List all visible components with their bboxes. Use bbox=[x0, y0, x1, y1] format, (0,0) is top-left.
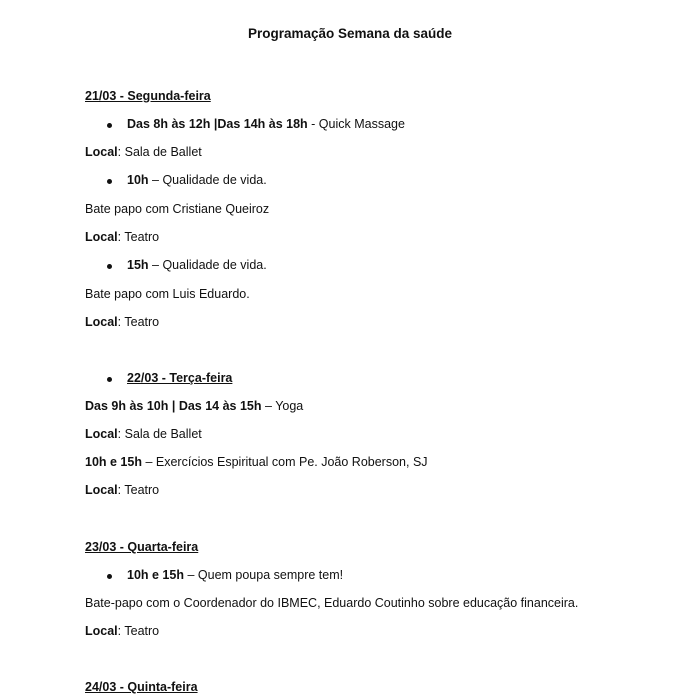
schedule-item: Das 8h às 12h |Das 14h às 18h - Quick Massage bbox=[127, 117, 405, 131]
location-line: Local: Teatro bbox=[85, 315, 160, 329]
location-line: Local: Teatro bbox=[85, 624, 160, 638]
description-line: Bate papo com Cristiane Queiroz bbox=[85, 202, 270, 216]
day-heading-monday: 21/03 - Segunda-feira bbox=[85, 89, 211, 103]
bullet-icon bbox=[107, 179, 112, 184]
day-heading-tuesday: 22/03 - Terça-feira bbox=[127, 371, 233, 385]
location-line: Local: Teatro bbox=[85, 230, 160, 244]
description-line: Bate papo com Luis Eduardo. bbox=[85, 287, 250, 301]
schedule-item: 10h e 15h – Quem poupa sempre tem! bbox=[127, 568, 344, 582]
description-line: Bate-papo com o Coordenador do IBMEC, Eduardo Coutinho sobre educação financeira. bbox=[85, 596, 579, 610]
page-title: Programação Semana da saúde bbox=[247, 26, 453, 41]
schedule-item: 10h e 15h – Exercícios Espiritual com Pe. João Roberson, SJ bbox=[85, 455, 428, 469]
bullet-icon bbox=[107, 123, 112, 128]
location-line: Local: Sala de Ballet bbox=[85, 145, 202, 159]
bullet-icon bbox=[107, 574, 112, 579]
bullet-icon bbox=[107, 264, 112, 269]
schedule-item: 10h – Qualidade de vida. bbox=[127, 173, 267, 187]
location-line: Local: Teatro bbox=[85, 483, 160, 497]
schedule-item: Das 9h às 10h | Das 14 às 15h – Yoga bbox=[85, 399, 304, 413]
day-heading-wednesday: 23/03 - Quarta-feira bbox=[85, 540, 199, 554]
bullet-icon bbox=[107, 377, 112, 382]
location-line: Local: Sala de Ballet bbox=[85, 427, 202, 441]
day-heading-thursday: 24/03 - Quinta-feira bbox=[85, 680, 198, 694]
schedule-item: 15h – Qualidade de vida. bbox=[127, 258, 267, 272]
